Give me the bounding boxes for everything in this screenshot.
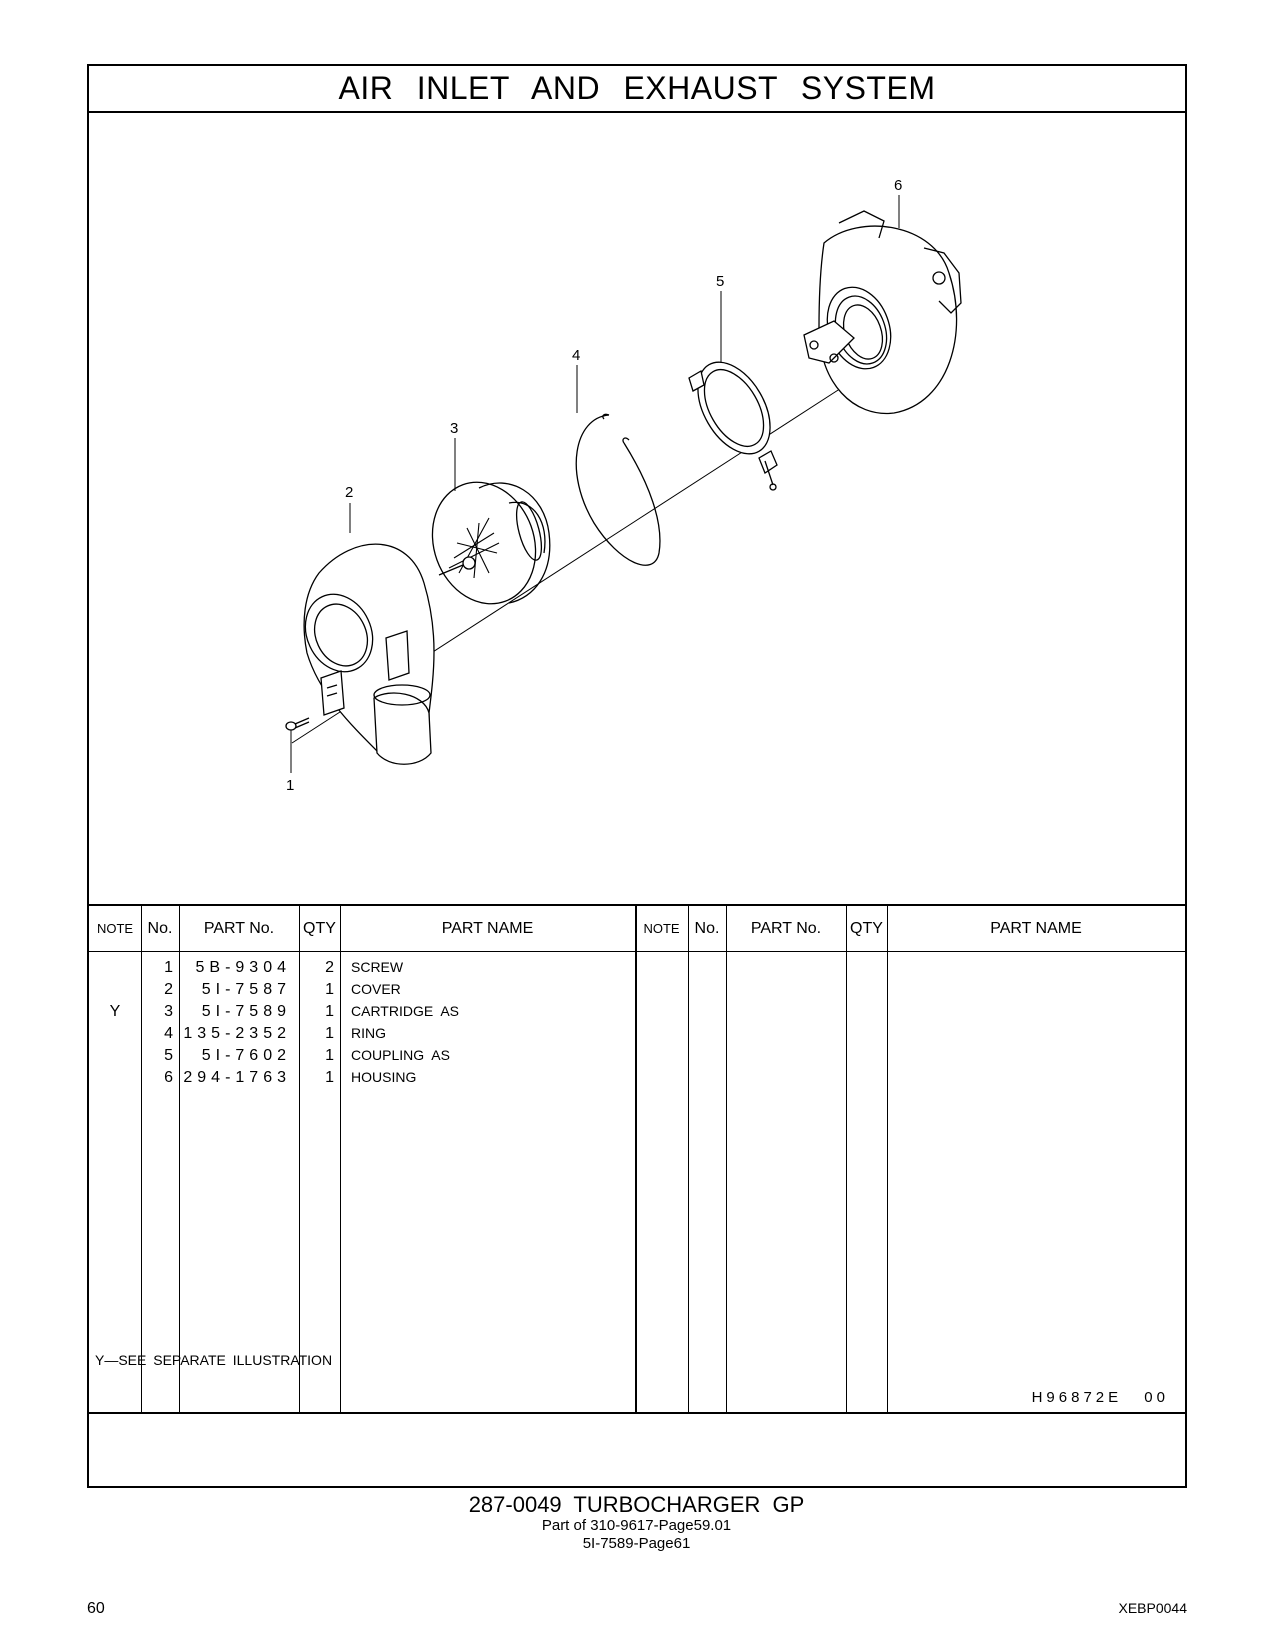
header-part-no-right: PART No. [750, 919, 822, 937]
row-part-number: 5B-9304 [195, 959, 291, 976]
callout-4: 4 [572, 347, 581, 364]
part-of-reference: Part of 310-9617-Page59.01 [541, 1517, 732, 1534]
page-number: 60 [87, 1600, 105, 1617]
table-row [89, 956, 1185, 979]
row-part-number: 5I-7602 [201, 1047, 291, 1064]
section-title-bar [89, 66, 1185, 113]
row-qty: 1 [325, 1025, 334, 1042]
header-qty-right: QTY [850, 919, 883, 937]
ring-part-4 [576, 414, 660, 565]
row-part-number: 135-2352 [183, 1025, 291, 1042]
table-row [89, 1044, 1185, 1067]
row-part-name: HOUSING [351, 1069, 417, 1085]
callout-3: 3 [450, 420, 459, 437]
row-number: 2 [164, 981, 173, 998]
header-note-left: NOTE [96, 921, 134, 936]
group-title: 287-0049 TURBOCHARGER GP [468, 1492, 805, 1517]
row-note [89, 978, 141, 1001]
row-number: 4 [164, 1025, 173, 1042]
document-code: XEBP0044 [1118, 1600, 1187, 1616]
footnote: Y—SEE SEPARATE ILLUSTRATION [95, 1352, 333, 1368]
cartridge-part-3 [416, 468, 552, 619]
row-part-name: SCREW [351, 959, 404, 975]
row-note [89, 1044, 141, 1067]
row-number: 6 [164, 1069, 173, 1086]
cover-part-2 [293, 544, 434, 764]
row-number: 1 [164, 959, 173, 976]
row-qty: 1 [325, 981, 334, 998]
exploded-illustration [89, 113, 1185, 904]
header-note-right: NOTE [643, 921, 680, 936]
callout-1: 1 [286, 777, 295, 794]
header-no-left: No. [147, 919, 173, 937]
header-no-right: No. [694, 919, 720, 937]
row-qty: 2 [325, 959, 334, 976]
row-part-number: 5I-7587 [201, 981, 291, 998]
row-part-name: COVER [351, 981, 401, 997]
table-row [89, 1066, 1185, 1089]
row-note [89, 1022, 141, 1045]
row-note [89, 1066, 141, 1089]
parts-list-table [89, 904, 1185, 1414]
row-number: 5 [164, 1047, 173, 1064]
coupling-part-5 [683, 350, 785, 490]
illustration-code: H96872E 00 [1031, 1389, 1169, 1406]
callout-5: 5 [716, 273, 725, 290]
row-number: 3 [164, 1003, 173, 1020]
callout-2: 2 [345, 484, 354, 501]
table-row [89, 1000, 1185, 1023]
row-qty: 1 [325, 1069, 334, 1086]
table-row [89, 1022, 1185, 1045]
header-part-name-left: PART NAME [441, 919, 534, 937]
page-reference: 5I-7589-Page61 [582, 1535, 691, 1552]
row-part-name: COUPLING AS [351, 1047, 450, 1063]
row-part-number: 5I-7589 [201, 1003, 291, 1020]
row-note: Y [109, 1003, 121, 1020]
row-part-name: RING [351, 1025, 386, 1041]
section-title: AIR INLET AND EXHAUST SYSTEM [338, 70, 936, 106]
row-qty: 1 [325, 1003, 334, 1020]
housing-part-6 [804, 211, 961, 413]
turbocharger-exploded-view [89, 113, 1185, 904]
row-qty: 1 [325, 1047, 334, 1064]
callout-6: 6 [894, 177, 903, 194]
table-row [89, 978, 1185, 1001]
row-note [89, 956, 141, 979]
parts-page-frame [87, 64, 1187, 1488]
row-part-name: CARTRIDGE AS [351, 1003, 459, 1019]
header-qty-left: QTY [303, 919, 336, 937]
row-part-number: 294-1763 [183, 1069, 291, 1086]
header-part-name-right: PART NAME [990, 919, 1082, 937]
screw-part-1 [286, 718, 309, 730]
header-part-no-left: PART No. [203, 919, 275, 937]
